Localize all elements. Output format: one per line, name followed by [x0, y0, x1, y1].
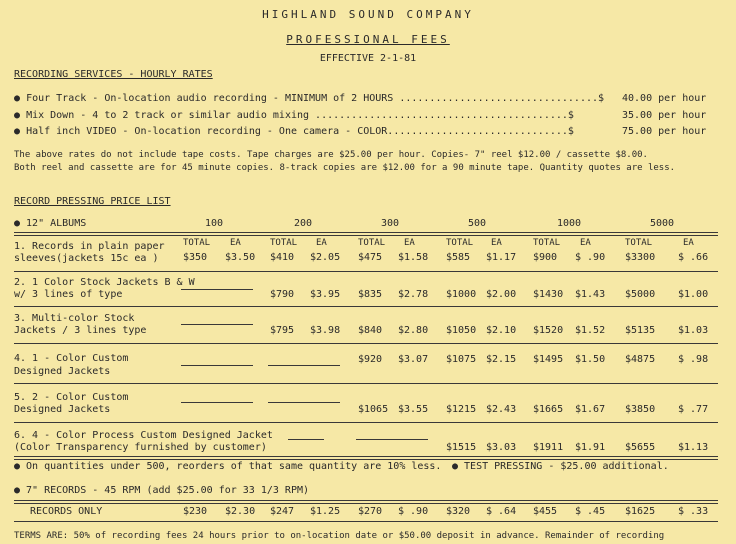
ea-label: EA	[404, 238, 415, 248]
row-label: sleeves(jackets 15c ea )	[14, 253, 159, 264]
divider	[14, 503, 718, 504]
price-cell: $1.50	[575, 354, 606, 365]
price-cell: $2.10	[486, 325, 517, 336]
price-cell: $1.25	[310, 506, 341, 517]
price-cell: $2.80	[398, 325, 429, 336]
price-cell: $4875	[625, 354, 656, 365]
total-label: TOTAL	[625, 238, 653, 248]
price-cell: $1625	[625, 506, 656, 517]
recording-price: 40.00 per hour	[622, 93, 707, 104]
quantity-header: 300	[381, 218, 400, 229]
price-cell: $1.43	[575, 289, 606, 300]
row-label: Designed Jackets	[14, 366, 111, 377]
price-cell: $5135	[625, 325, 656, 336]
total-label: TOTAL	[446, 238, 474, 248]
row-label: Jackets / 3 lines type	[14, 325, 147, 336]
price-cell: $230	[183, 506, 208, 517]
recording-price: 75.00 per hour	[622, 126, 707, 137]
divider	[14, 521, 718, 522]
price-cell: $1911	[533, 442, 564, 453]
price-cell: $5655	[625, 442, 656, 453]
divider	[14, 306, 718, 307]
total-label: TOTAL	[270, 238, 298, 248]
price-cell: $3.98	[310, 325, 341, 336]
blank-line	[288, 439, 324, 440]
ea-label: EA	[491, 238, 502, 248]
divider	[14, 383, 718, 384]
total-label: TOTAL	[183, 238, 211, 248]
divider	[14, 459, 718, 460]
terms-note: TERMS ARE: 50% of recording fees 24 hours prior to on-location date or $50.00 deposit in advance. Remainder of recording	[14, 531, 665, 541]
quantity-header: 200	[294, 218, 313, 229]
price-cell: $ .66	[678, 252, 709, 263]
price-cell: $1.67	[575, 404, 606, 415]
price-cell: $2.43	[486, 404, 517, 415]
divider	[14, 232, 718, 233]
price-cell: $1665	[533, 404, 564, 415]
price-cell: $247	[270, 506, 295, 517]
price-cell: $1.52	[575, 325, 606, 336]
row-label: 1. Records in plain paper	[14, 241, 165, 252]
divider	[14, 235, 718, 236]
price-cell: $2.78	[398, 289, 429, 300]
price-cell: $410	[270, 252, 295, 263]
blank-line	[268, 365, 340, 366]
price-cell: $1000	[446, 289, 477, 300]
price-cell: $5000	[625, 289, 656, 300]
blank-line	[181, 365, 253, 366]
price-cell: $ .64	[486, 506, 517, 517]
row-label: 3. Multi-color Stock	[14, 313, 135, 324]
recording-item: ● Mix Down - 4 to 2 track or similar audio mixing ..........................................$	[14, 110, 574, 121]
price-cell: $ .90	[575, 252, 606, 263]
ea-label: EA	[683, 238, 694, 248]
price-cell: $ .77	[678, 404, 709, 415]
quantity-header: 5000	[650, 218, 675, 229]
blank-line	[356, 439, 428, 440]
ea-label: EA	[230, 238, 241, 248]
price-cell: $2.05	[310, 252, 341, 263]
divider	[14, 456, 718, 457]
divider	[14, 343, 718, 344]
price-cell: $270	[358, 506, 383, 517]
blank-line	[181, 324, 253, 325]
price-cell: $1.00	[678, 289, 709, 300]
price-cell: $1050	[446, 325, 477, 336]
price-cell: $1515	[446, 442, 477, 453]
price-cell: $350	[183, 252, 208, 263]
row-label: w/ 3 lines of type	[14, 289, 123, 300]
price-cell: $ .33	[678, 506, 709, 517]
divider	[14, 422, 718, 423]
copy-length-note: Both reel and cassette are for 45 minute copies. 8-track copies are $12.00 for a 90 minute tape. Quantity quotes are less.	[14, 163, 676, 173]
price-cell: $3.03	[486, 442, 517, 453]
row-label: Designed Jackets	[14, 404, 111, 415]
price-cell: $790	[270, 289, 295, 300]
recording-price: 35.00 per hour	[622, 110, 707, 121]
price-cell: $3.07	[398, 354, 429, 365]
price-cell: $320	[446, 506, 471, 517]
divider	[14, 500, 718, 501]
price-cell: $2.15	[486, 354, 517, 365]
price-cell: $1.58	[398, 252, 429, 263]
effective-date: EFFECTIVE 2-1-81	[319, 53, 417, 64]
tape-cost-note: The above rates do not include tape costs. Tape charges are $25.00 per hour. Copies- 7" reel $12.00 / cassette $8.00.	[14, 150, 648, 160]
price-cell: $1.13	[678, 442, 709, 453]
row-label: (Color Transparency furnished by customer)	[14, 442, 267, 453]
quantity-header: 1000	[557, 218, 582, 229]
divider	[14, 271, 718, 272]
price-cell: $1520	[533, 325, 564, 336]
quantity-header: 100	[205, 218, 224, 229]
price-cell: $1.17	[486, 252, 517, 263]
price-cell: $900	[533, 252, 558, 263]
albums-label: ● 12" ALBUMS	[14, 218, 87, 229]
price-cell: $795	[270, 325, 295, 336]
row-label: 5. 2 - Color Custom	[14, 392, 129, 403]
price-cell: $1065	[358, 404, 389, 415]
price-cell: $2.30	[225, 506, 256, 517]
recording-item: ● Half inch VIDEO - On-location recording - One camera - COLOR..............................$	[14, 126, 574, 137]
ea-label: EA	[316, 238, 327, 248]
ea-label: EA	[580, 238, 591, 248]
price-cell: $3.50	[225, 252, 256, 263]
row-label: 4. 1 - Color Custom	[14, 353, 129, 364]
price-cell: $835	[358, 289, 383, 300]
price-cell: $1430	[533, 289, 564, 300]
blank-line	[268, 402, 340, 403]
company-name: HIGHLAND SOUND COMPANY	[262, 8, 474, 21]
price-cell: $1075	[446, 354, 477, 365]
price-cell: $585	[446, 252, 471, 263]
blank-line	[181, 402, 253, 403]
price-cell: $3.55	[398, 404, 429, 415]
price-cell: $3.95	[310, 289, 341, 300]
recording-heading: RECORDING SERVICES - HOURLY RATES	[14, 69, 213, 80]
quantity-header: 500	[468, 218, 487, 229]
records-only-label: RECORDS ONLY	[30, 506, 103, 517]
price-cell: $3850	[625, 404, 656, 415]
test-pressing-note: ● TEST PRESSING - $25.00 additional.	[452, 461, 669, 472]
price-cell: $3300	[625, 252, 656, 263]
price-cell: $920	[358, 354, 383, 365]
total-label: TOTAL	[533, 238, 561, 248]
document-title: PROFESSIONAL FEES	[286, 33, 450, 46]
price-cell: $475	[358, 252, 383, 263]
singles-heading: ● 7" RECORDS - 45 RPM (add $25.00 for 33 1/3 RPM)	[14, 485, 310, 496]
total-label: TOTAL	[358, 238, 386, 248]
price-cell: $1495	[533, 354, 564, 365]
pressing-heading: RECORD PRESSING PRICE LIST	[14, 196, 171, 207]
price-cell: $1.91	[575, 442, 606, 453]
reorder-note: ● On quantities under 500, reorders of that same quantity are 10% less.	[14, 461, 442, 472]
recording-item: ● Four Track - On-location audio recording - MINIMUM of 2 HOURS .................................$	[14, 93, 605, 104]
price-cell: $840	[358, 325, 383, 336]
price-cell: $455	[533, 506, 558, 517]
price-cell: $ .90	[398, 506, 429, 517]
price-cell: $2.00	[486, 289, 517, 300]
row-label: 6. 4 - Color Process Custom Designed Jacket	[14, 430, 273, 441]
price-cell: $ .45	[575, 506, 606, 517]
price-cell: $1215	[446, 404, 477, 415]
price-cell: $1.03	[678, 325, 709, 336]
price-cell: $ .98	[678, 354, 709, 365]
blank-line	[181, 289, 253, 290]
row-label: 2. 1 Color Stock Jackets B & W	[14, 277, 195, 288]
